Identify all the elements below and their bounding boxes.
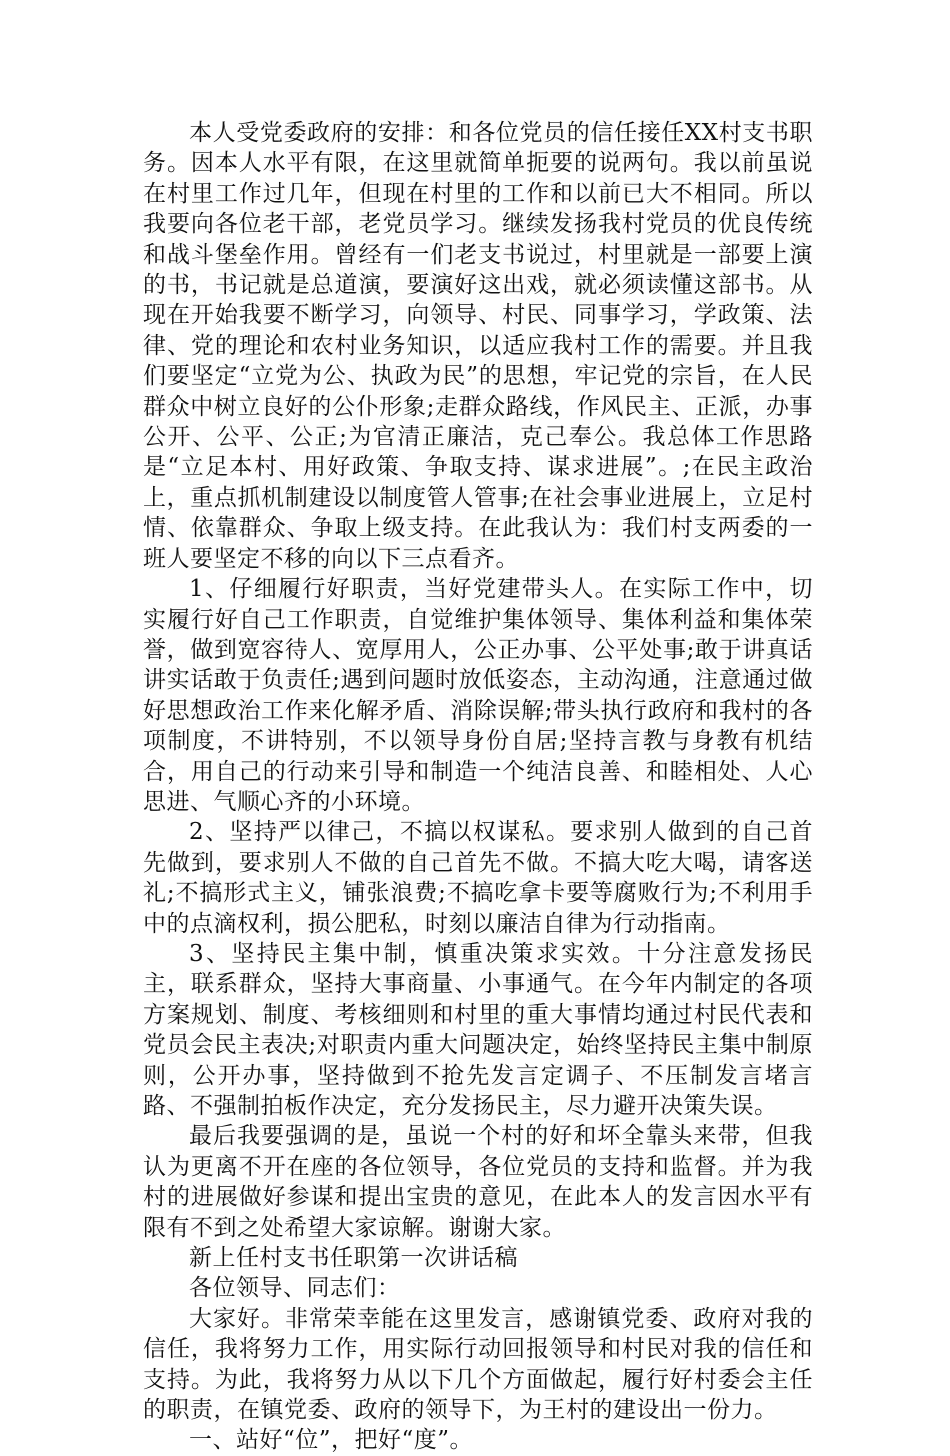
paragraph-greeting: 大家好。非常荣幸能在这里发言，感谢镇党委、政府对我的信任，我将努力工作，用实际行动回报领导和村民对我的信任和支持。为此，我将努力从以下几个方面做起，履行好村委会主任的职责，在镇党委、政府的领导下，为王村的建设出一份力。 (143, 1305, 813, 1424)
document-body (143, 118, 813, 1456)
paragraph-intro: 本人受党委政府的安排：和各位党员的信任接任XX村支书职务。因本人水平有限，在这里就简单扼要的说两句。我以前虽说在村里工作过几年，但现在村里的工作和以前已大不相同。所以我要向各位老干部，老党员学习。继续发扬我村党员的优良传统和战斗堡垒作用。曾经有一们老支书说过，村里就是一部要上演的书，书记就是总道演，要演好这出戏，就必须读懂这部书。从现在开始我要不断学习，向领导、村民、同事学习，学政策、法律、党的理论和农村业务知识，以适应我村工作的需要。并且我们要坚定“立党为公、执政为民”的思想，牢记党的宗旨，在人民群众中树立良好的公仆形象;走群众路线，作风民主、正派，办事公开、公平、公正;为官清正廉洁，克己奉公。我总体工作思路是“立足本村、用好政策、争取支持、谋求进展”。;在民主政治上，重点抓机制建设以制度管人管事;在社会事业进展上，立足村情、依靠群众、争取上级支持。在此我认为：我们村支两委的一班人要坚定不移的向以下三点看齐。 (143, 120, 814, 572)
heading-item-1: 一、站好“位”，把好“度”。 (189, 1427, 474, 1454)
salutation: 各位领导、同志们： (189, 1275, 401, 1302)
paragraph-point-1: 1、仔细履行好职责，当好党建带头人。在实际工作中，切实履行好自己工作职责，自觉维护集体领导、集体利益和集体荣誉，做到宽容待人、宽厚用人，公正办事、公平处事;敢于讲真话讲实话敢于负责任;遇到问题时放低姿态，主动沟通，注意通过做好思想政治工作来化解矛盾、消除误解;带头执行政府和我村的各项制度，不讲特别，不以领导身份自居;坚持言教与身教有机结合，用自己的行动来引导和制造一个纯洁良善、和睦相处、人心思进、气顺心齐的小环境。 (143, 576, 813, 815)
paragraph-point-3: 3、坚持民主集中制，慎重决策求实效。十分注意发扬民主，联系群众，坚持大事商量、小事通气。在今年内制定的各项方案规划、制度、考核细则和村里的重大事情均通过村民代表和党员会民主表决;对职责内重大问题决定，始终坚持民主集中制原则，公开办事，坚持做到不抢先发言定调子、不压制发言堵言路、不强制拍板作决定，充分发扬民主，尽力避开决策失误。 (143, 940, 813, 1119)
paragraph-point-2: 2、坚持严以律己，不搞以权谋私。要求别人做到的自己首先做到，要求别人不做的自己首先不做。不搞大吃大喝，请客送礼;不搞形式主义，铺张浪费;不搞吃拿卡要等腐败行为;不利用手中的点滴权利，损公肥私，时刻以廉洁自律为行动指南。 (143, 819, 813, 937)
paragraph-closing: 最后我要强调的是，虽说一个村的好和坏全靠头来带，但我认为更离不开在座的各位领导，各位党员的支持和监督。并为我村的进展做好参谋和提出宝贵的意见，在此本人的发言因水平有限有不到之处希望大家谅解。谢谢大家。 (143, 1123, 813, 1241)
section-title: 新上任村支书任职第一次讲话稿 (189, 1245, 518, 1272)
